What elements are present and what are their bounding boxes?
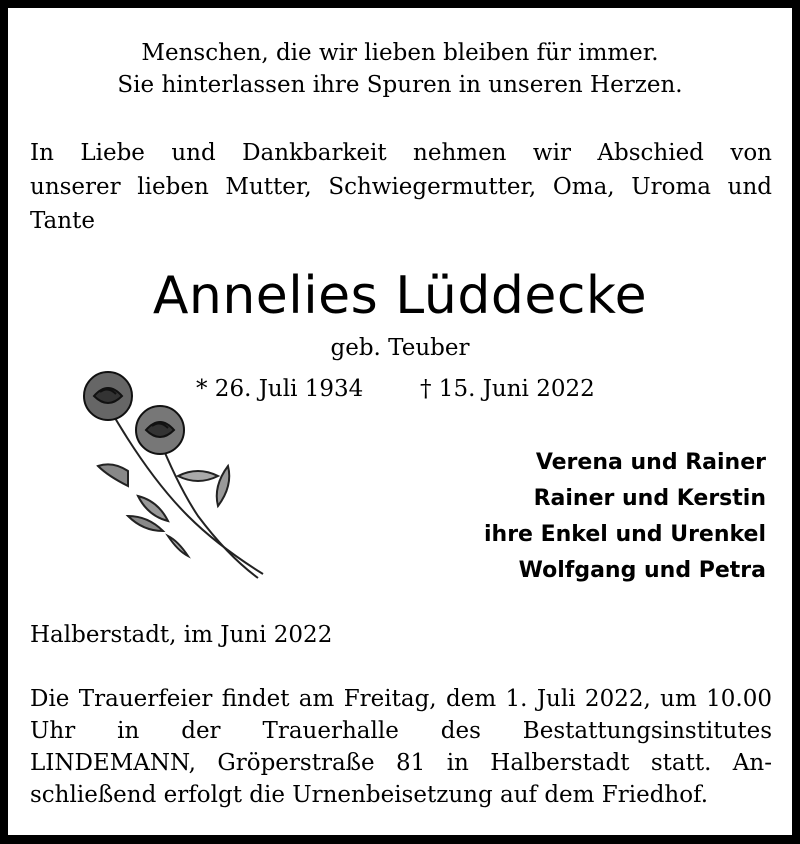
birth-date: * 26. Juli 1934 [196,376,364,402]
funeral-line-2: Uhr in der Trauerhalle des Bestattungsinstitutes [30,718,772,744]
funeral-line-1: Die Trauerfeier findet am Freitag, dem 1. Juli 2022, um 10.00 [30,686,772,712]
mourner-2: Rainer und Kerstin [533,486,766,511]
intro-line-2: unserer lieben Mutter, Schwiegermutter, Oma, Uroma und [30,174,772,200]
verse-line-1: Menschen, die wir lieben bleiben für immer. [141,40,659,66]
mourner-4: Wolfgang und Petra [518,558,766,583]
birth-name: geb. Teuber [330,335,470,361]
mourner-3: ihre Enkel und Urenkel [483,522,766,547]
deceased-name: Annelies Lüddecke [152,266,648,326]
death-date: † 15. Juni 2022 [420,376,595,402]
place-date: Halberstadt, im Juni 2022 [30,622,333,648]
roses-illustration [68,366,278,586]
intro-line-1: In Liebe und Dankbarkeit nehmen wir Abschied von [30,140,772,166]
verse-line-2: Sie hinterlassen ihre Spuren in unseren Herzen. [117,72,683,98]
mourner-1: Verena und Rainer [535,450,766,475]
funeral-line-4: schließend erfolgt die Urnenbeisetzung auf dem Friedhof. [30,782,709,808]
funeral-line-3: LINDEMANN, Gröperstraße 81 in Halberstadt statt. An- [30,750,772,776]
intro-line-3: Tante [30,208,95,234]
